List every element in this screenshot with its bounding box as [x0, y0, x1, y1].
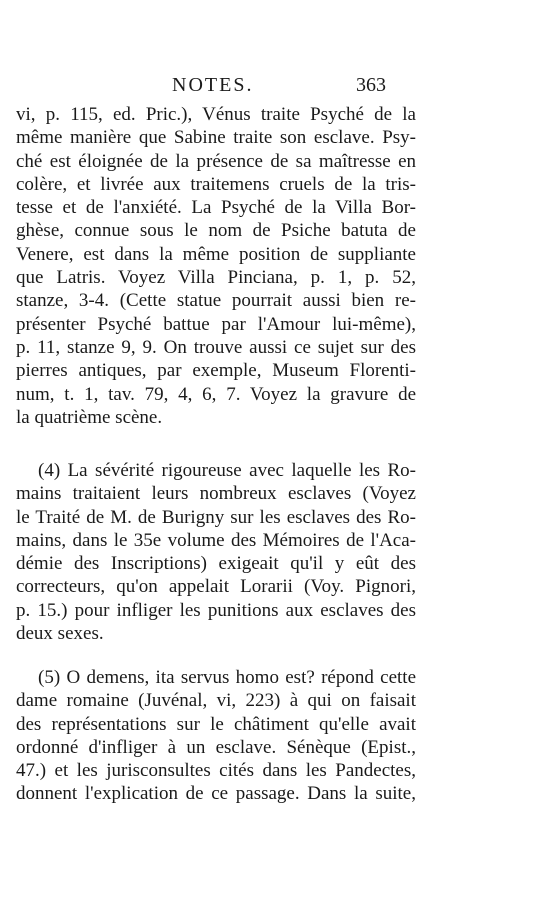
- text-line: pierres antiques, par exemple, Museum Florenti-: [16, 360, 416, 382]
- note-5: [16, 666, 416, 806]
- text-line: num, t. 1, tav. 79, 4, 6, 7. Voyez la gravure de: [16, 383, 416, 405]
- text-line: le Traité de M. de Burigny sur les esclaves des Ro-: [16, 506, 416, 528]
- text-line: correcteurs, qu'on appelait Lorarii (Voy. Pignori,: [16, 576, 416, 598]
- text-line: p. 15.) pour infliger les punitions aux esclaves des: [16, 599, 416, 621]
- text-line: p. 11, stanze 9, 9. On trouve aussi ce sujet sur des: [16, 336, 416, 358]
- text-line: Venere, est dans la même position de suppliante: [16, 243, 416, 265]
- note-4: [16, 459, 416, 645]
- text-line: des représentations sur le châtiment qu'elle avait: [16, 713, 416, 735]
- text-line: stanze, 3-4. (Cette statue pourrait aussi bien re-: [16, 290, 416, 312]
- text-line: démie des Inscriptions) exigeait qu'il y eût des: [16, 553, 416, 575]
- text-line: même manière que Sabine traite son esclave. Psy-: [16, 127, 416, 149]
- text-line: (4) La sévérité rigoureuse avec laquelle les Ro-: [38, 460, 416, 481]
- text-line: vi, p. 115, ed. Pric.), Vénus traite Psyché de la: [16, 104, 416, 125]
- text-line: ordonné d'infliger à un esclave. Sénèque (Epist.,: [16, 736, 416, 758]
- text-line: présenter Psyché battue par l'Amour lui-même),: [16, 313, 416, 335]
- text-line: que Latris. Voyez Villa Pinciana, p. 1, p. 52,: [16, 267, 416, 289]
- text-line: (5) O demens, ita servus homo est? répond cette: [38, 667, 416, 688]
- text-line: ché est éloignée de la présence de sa maîtresse en: [16, 150, 416, 172]
- text-line: colère, et livrée aux traitemens cruels de la tris-: [16, 173, 416, 195]
- running-head: [16, 74, 416, 102]
- running-title: NOTES.: [172, 74, 254, 96]
- note-continuation: [16, 103, 416, 429]
- text-line: donnent l'explication de ce passage. Dans la suite,: [16, 783, 416, 805]
- text-line: dame romaine (Juvénal, vi, 223) à qui on faisait: [16, 690, 416, 712]
- text-line: tesse et de l'anxiété. La Psyché de la Villa Bor-: [16, 197, 416, 219]
- text-line: deux sexes.: [16, 623, 104, 645]
- text-line: mains traitaient leurs nombreux esclaves (Voyez: [16, 483, 416, 505]
- text-line: ghèse, connue sous le nom de Psiche batuta de: [16, 220, 416, 242]
- page-number: 363: [356, 74, 386, 96]
- text-line: la quatrième scène.: [16, 406, 163, 428]
- text-line: mains, dans le 35e volume des Mémoires de l'Aca-: [16, 529, 416, 551]
- text-line: 47.) et les jurisconsultes cités dans les Pandectes,: [16, 760, 416, 782]
